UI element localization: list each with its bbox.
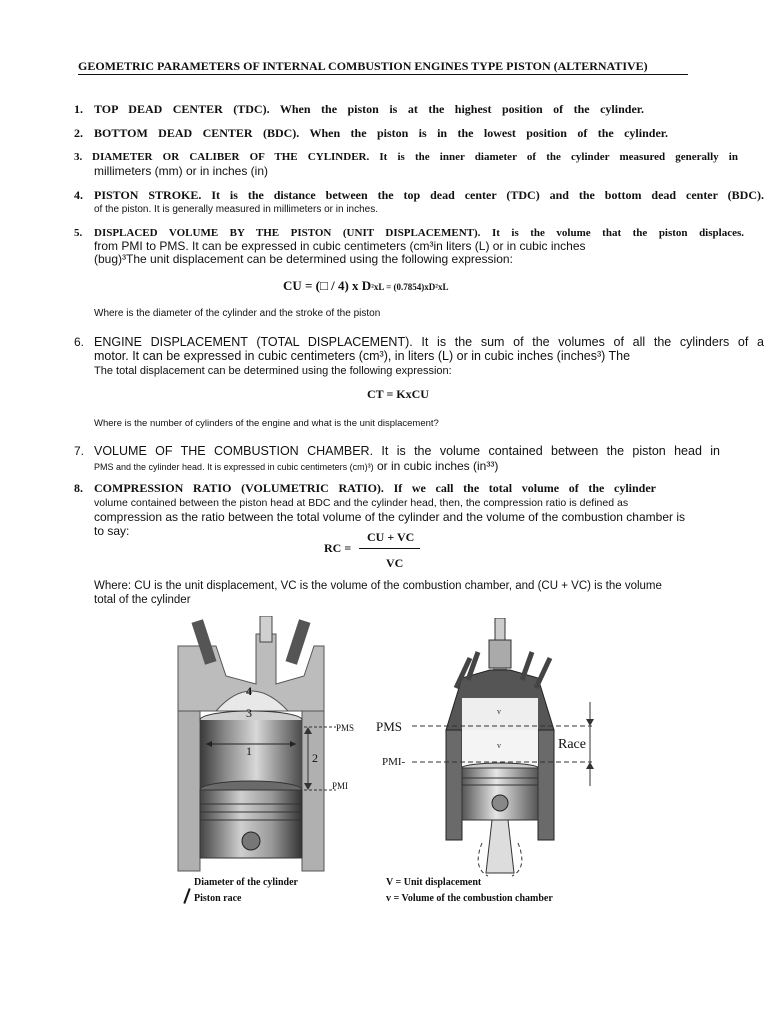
list-item-4 <box>74 188 764 218</box>
left-caption-2: Piston race <box>194 893 242 904</box>
item-number: 4. <box>74 188 83 202</box>
rc-label: RC = <box>324 541 352 555</box>
label-1: 1 <box>246 744 252 758</box>
item-text: total of the cylinder <box>94 594 191 606</box>
list-item-5 <box>74 226 764 326</box>
unit-displacement-formula <box>283 278 448 295</box>
cylinder-wall-left <box>446 730 462 840</box>
page-title: GEOMETRIC PARAMETERS OF INTERNAL COMBUSTION ENGINES TYPE PISTON (ALTERNATIVE) <box>78 59 688 75</box>
formula-part: ²xL = (0.7854)xD²xL <box>371 282 449 292</box>
item-heading: DISPLACED VOLUME BY THE PISTON (UNIT DISPLACEMENT). It is the volume that the piston displaces. <box>94 227 744 239</box>
label-4: 4 <box>246 684 252 698</box>
item-heading: BOTTOM DEAD CENTER (BDC). When the piston is in the lowest position of the cylinder. <box>94 126 668 140</box>
item-heading: COMPRESSION RATIO (VOLUMETRIC RATIO). If we call the total volume of the cylinder <box>94 481 656 495</box>
list-item-3 <box>74 150 764 180</box>
item-text: The total displacement can be determined using the following expression: <box>94 365 452 377</box>
piston-pin <box>242 832 260 850</box>
rc-denominator: VC <box>386 556 404 570</box>
piston <box>462 768 538 820</box>
cylinder-wall-right <box>302 711 324 871</box>
item-heading: PISTON STROKE. It is the distance between the top dead center (TDC) and the bottom dead center (BDC). <box>94 188 764 202</box>
left-caption-1: Diameter of the cylinder <box>194 877 298 888</box>
item-text <box>94 459 498 475</box>
item-heading: ENGINE DISPLACEMENT (TOTAL DISPLACEMENT). It is the sum of the volumes of all the cylinders of a <box>94 335 764 349</box>
item-number: 6. <box>74 335 85 349</box>
v-label: v <box>497 707 501 716</box>
fraction-bar <box>359 548 420 549</box>
item-text-part: or in cubic inches (in³³) <box>373 459 499 473</box>
valve-right <box>285 619 310 665</box>
list-item-2 <box>74 126 764 142</box>
item-text: compression as the ratio between the total volume of the cylinder and the volume of the combustion chamber is <box>94 510 685 524</box>
item-heading: TOP DEAD CENTER (TDC). When the piston is at the highest position of the cylinder. <box>94 102 644 116</box>
pms-label: PMS <box>376 719 403 734</box>
cylinder-diagram <box>176 616 366 878</box>
pmi-label: PMI <box>332 781 349 791</box>
item-text: to say: <box>94 524 130 538</box>
right-caption-2: v = Volume of the combustion chamber <box>386 893 553 904</box>
item-number: 1. <box>74 102 83 116</box>
formula-part: CU = (□ / 4) x D <box>283 278 372 293</box>
item-text: Where: CU is the unit displacement, VC is the volume of the combustion chamber, and (CU + VC) is the volume <box>94 580 662 592</box>
item-note: Where is the number of cylinders of the engine and what is the unit displacement? <box>94 418 439 429</box>
item-text: volume contained between the piston head at BDC and the cylinder head, then, the compression ratio is defined as <box>94 497 629 509</box>
spark-plug <box>260 616 272 642</box>
list-item-7 <box>74 444 764 474</box>
caption-marker <box>183 888 190 904</box>
item-text: of the piston. It is generally measured in millimeters or in inches. <box>94 204 379 215</box>
item-note: Where is the diameter of the cylinder and the stroke of the piston <box>94 308 381 319</box>
list-item-6 <box>74 335 764 430</box>
right-caption-1: V = Unit displacement <box>386 877 482 888</box>
list-item-8 <box>74 481 764 611</box>
item-number: 2. <box>74 126 83 140</box>
item-number: 8. <box>74 481 83 495</box>
rc-numerator: CU + VC <box>367 530 415 544</box>
pmi-label: PMI- <box>382 756 406 768</box>
total-displacement-formula: CT = KxCU <box>367 387 429 401</box>
item-number: 7. <box>74 444 85 458</box>
item-heading: VOLUME OF THE COMBUSTION CHAMBER. It is the volume contained between the piston head in <box>94 444 720 458</box>
item-text: from PMI to PMS. It can be expressed in cubic centimeters (cm³in liters (L) or in cubic inches <box>94 239 586 253</box>
label-2: 2 <box>312 751 318 765</box>
item-heading: DIAMETER OR CALIBER OF THE CYLINDER. It is the inner diameter of the cylinder measured generally in <box>92 151 738 163</box>
label-3: 3 <box>246 706 252 720</box>
race-label: Race <box>558 737 586 752</box>
item-number: 5. <box>74 227 83 239</box>
list-item-1 <box>74 102 764 118</box>
pms-label: PMS <box>336 723 355 733</box>
piston-diagram <box>372 618 622 878</box>
cylinder-wall-left <box>178 711 200 871</box>
spark-plug <box>495 618 505 640</box>
v-label: v <box>497 741 501 750</box>
cylinder-wall-right <box>538 730 554 840</box>
item-text: motor. It can be expressed in cubic centimeters (cm³), in liters (L) or in cubic inches (inches³) The <box>94 349 631 363</box>
piston-pin <box>492 795 508 811</box>
item-text: millimeters (mm) or in inches (in) <box>94 164 269 178</box>
item-number: 3. <box>74 151 83 163</box>
item-text-part: PMS and the cylinder head. It is expressed in cubic centimeters (cm)³) <box>94 462 374 472</box>
item-text: (bug)³The unit displacement can be determined using the following expression: <box>94 252 513 266</box>
connecting-rod <box>486 820 514 873</box>
